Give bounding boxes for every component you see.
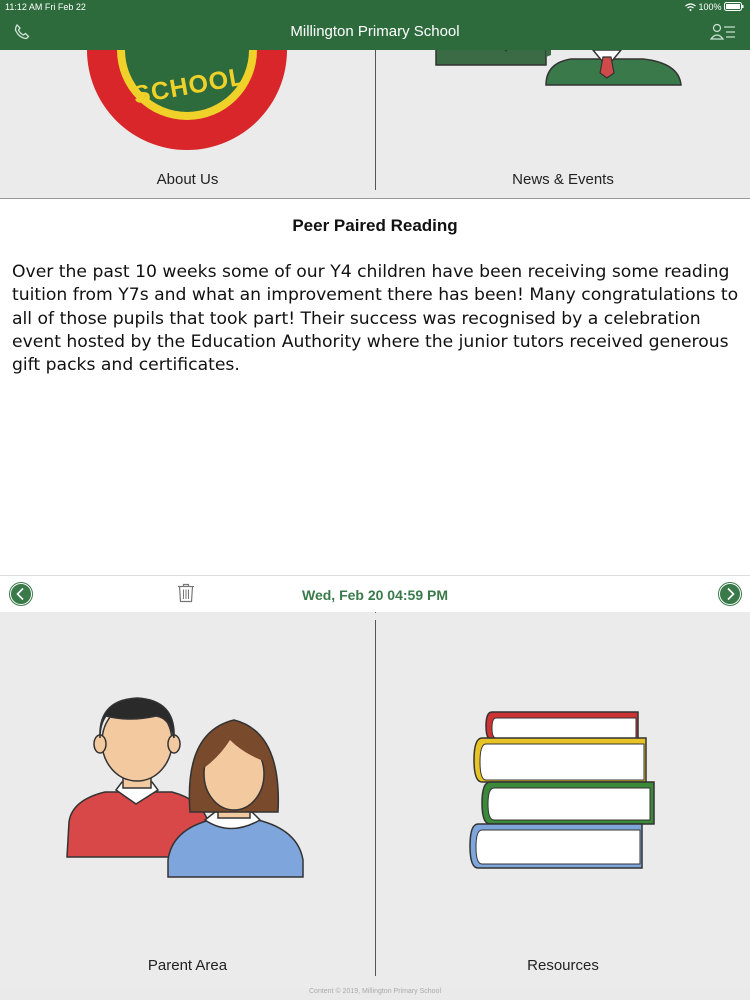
copyright-footer: Content © 2019, Millington Primary School [309, 988, 441, 995]
article-title: Peer Paired Reading [292, 216, 458, 235]
status-time: 11:12 AM Fri Feb 22 [5, 2, 86, 12]
tile-resources[interactable] [376, 612, 750, 988]
wifi-icon [685, 2, 699, 12]
status-right [685, 2, 744, 12]
pupils-illustration [431, 50, 691, 95]
article-body: Over the past 10 weeks some of our Y4 children have been receiving some reading tuition from Y7s and what an improvement there has been! Many congratulations to all of those pupils that took part! Their success was recognised by a celebration event hosted by the Education Authority where the junior tutors received generous gift packs and certificates. [12, 262, 739, 376]
chevron-right-icon [718, 582, 742, 606]
battery-percent: 100% [698, 2, 722, 12]
news-article [0, 199, 750, 575]
article-toolbar [0, 575, 750, 613]
parents-illustration [60, 692, 310, 882]
tile-label-news-events: News & Events [512, 171, 614, 188]
tile-label-resources: Resources [527, 957, 599, 974]
people-list-icon[interactable] [710, 22, 736, 42]
books-icon [468, 710, 663, 875]
tile-parent-area[interactable] [0, 612, 375, 988]
tile-about-us[interactable] [0, 50, 375, 198]
tile-news-events[interactable] [376, 50, 750, 198]
tile-label-about-us: About Us [156, 171, 219, 188]
school-logo [85, 50, 290, 165]
article-date: Wed, Feb 20 04:59 PM [301, 587, 448, 603]
logo-text: SCHOOL [131, 62, 248, 110]
nav-bar [0, 14, 750, 50]
next-button[interactable] [718, 582, 742, 606]
tile-label-parent-area: Parent Area [147, 957, 228, 974]
status-bar [0, 0, 750, 14]
app-title: Millington Primary School [290, 23, 460, 40]
battery-icon [724, 2, 744, 12]
